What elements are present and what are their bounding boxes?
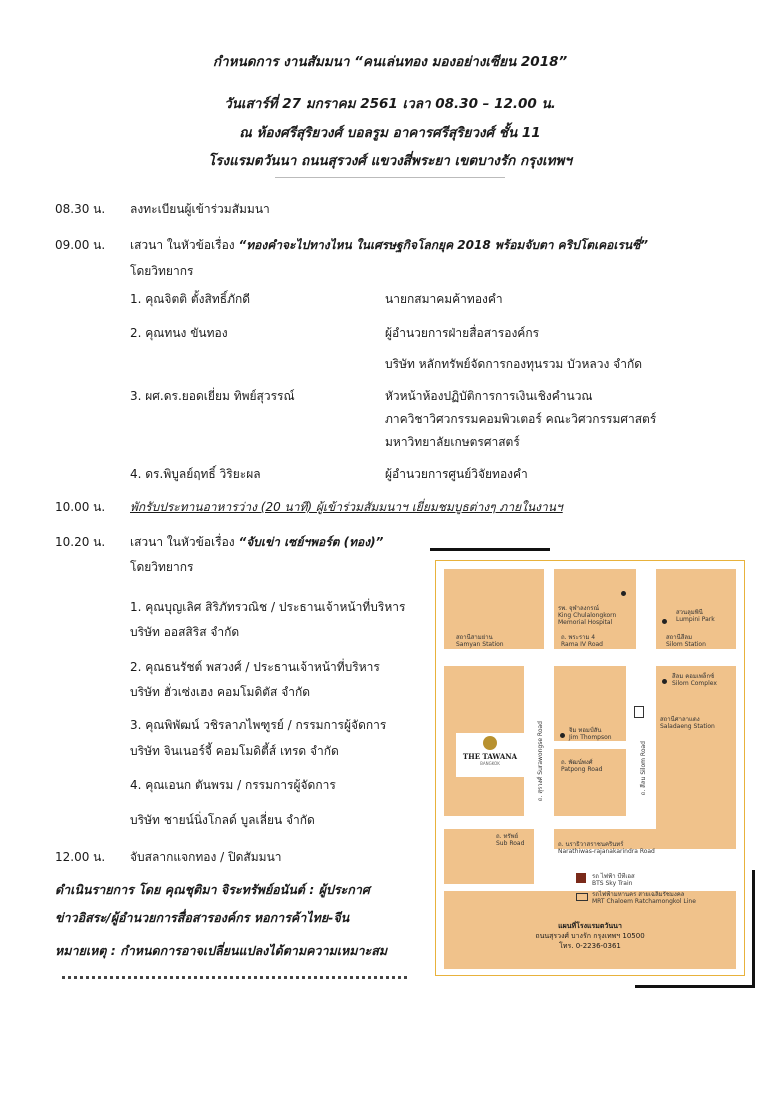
- speakers-heading: โดยวิทยากร: [130, 560, 194, 574]
- schedule-time: 10.20 น.: [55, 535, 106, 549]
- schedule-item: จับสลากแจกทอง / ปิดสัมมนา: [130, 850, 282, 864]
- panelist-company: บริษัท ชายน์นิ่งโกลด์ บูลเลี่ยน จำกัด: [130, 813, 315, 827]
- event-date: วันเสาร์ที่ 27 มกราคม 2561 เวลา 08.30 – 12.00 น.: [224, 96, 556, 112]
- panelist-line: 3. คุณพิพัฒน์ วชิรลาภไพฑูรย์ / กรรมการผู้จัดการ: [130, 718, 387, 732]
- speaker-role: นายกสมาคมค้าทองคำ: [385, 292, 503, 306]
- panelist-company: บริษัท ฮั่วเซ่งเฮง คอมโมดิตัส จำกัด: [130, 685, 311, 699]
- speakers-heading: โดยวิทยากร: [130, 264, 194, 278]
- sub-road-label: ถ. ทรัพย์ Sub Road: [496, 833, 525, 847]
- schedule-time: 08.30 น.: [55, 202, 106, 216]
- jim-thompson-marker: [560, 733, 565, 738]
- session-topic-line: [130, 236, 648, 255]
- remark-note: หมายเหตุ : กำหนดการอาจเปลี่ยนแปลงได้ตามความเหมาะสม: [55, 943, 388, 958]
- speaker-role: ผู้อำนวยการฝ่ายสื่อสารองค์กร: [385, 326, 540, 340]
- schedule-time: 12.00 น.: [55, 850, 106, 864]
- bts-legend-icon: [576, 873, 586, 883]
- moderator-line: ข่าวอิสระ/ผู้อำนวยการสื่อสารองค์กร หอการค้าไทย-จีน: [55, 910, 350, 925]
- session-topic-line: [130, 533, 383, 552]
- patpong-road-label: ถ. พัฒน์พงศ์ Patpong Road: [561, 759, 603, 773]
- event-room: ณ ห้องศรีสุริยวงศ์ บอลรูม อาคารศรีสุริยวงศ์ ชั้น 11: [239, 125, 541, 141]
- map-caption: แผนที่โรงแรมตวันนา ถนนสุรวงศ์ บางรัก กรุงเทพฯ 10500 โทร. 0-2236-0361: [535, 922, 645, 950]
- naradhiwas-road-label: ถ. นราธิวาสราชนครินทร์ Narathiwas-rajanakarindra Road: [558, 841, 655, 855]
- session-prefix: เสวนา ในหัวข้อเรื่อง: [130, 238, 235, 252]
- hospital-label: รพ. จุฬาลงกรณ์ King Chulalongkorn Memorial Hospital: [558, 605, 617, 626]
- speaker-name: 1. คุณจิตติ ตั้งสิทธิ์ภักดี: [130, 292, 251, 306]
- map-frame-bottom: [635, 985, 755, 988]
- sun-icon: [483, 736, 497, 750]
- rama4-road-label: ถ. พระราม 4 Rama IV Road: [561, 634, 603, 648]
- jim-thompson-label: จิม ทอมป์สัน Jim Thompson: [569, 727, 612, 741]
- asterisk-divider: [62, 976, 407, 985]
- session-prefix: เสวนา ในหัวข้อเรื่อง: [130, 535, 235, 549]
- silom-road-label: ถ. สีลม Silom Road: [640, 741, 647, 796]
- session-topic: “ทองคำจะไปทางไหน ในเศรษฐกิจโลกยุค 2018 พร้อมจับตา คริปโตเคอเรนซี่”: [238, 238, 648, 252]
- mrt-legend-label: รถไฟฟ้ามหานคร สายเฉลิมรัชมงคล MRT Chaloem Ratchamongkol Line: [592, 891, 696, 905]
- surawongse-road-label: ถ. สุรวงศ์ Surawongse Road: [537, 721, 544, 802]
- panelist-line: 2. คุณธนรัชต์ พสวงศ์ / ประธานเจ้าหน้าที่บริหาร: [130, 660, 380, 674]
- header-divider: [275, 177, 505, 178]
- hospital-marker: [621, 591, 626, 596]
- break-note: พักรับประทานอาหารว่าง (20 นาที) ผู้เข้าร่วมสัมมนาฯ เยี่ยมชมบูธต่างๆ ภายในงานฯ: [130, 500, 563, 514]
- event-venue: โรงแรมตวันนา ถนนสุรวงศ์ แขวงสี่พระยา เขตบางรัก กรุงเทพฯ: [207, 153, 572, 169]
- hotel-logo: THE TAWANA BANGKOK: [456, 733, 524, 777]
- silom-station-label: สถานีสีลม Silom Station: [666, 634, 706, 648]
- speaker-role: มหาวิทยาลัยเกษตรศาสตร์: [385, 435, 520, 449]
- lumpini-label: สวนลุมพินี Lumpini Park: [676, 609, 715, 623]
- speaker-role: หัวหน้าห้องปฏิบัติการการเงินเชิงคำนวณ: [385, 389, 593, 403]
- lumpini-marker: [662, 619, 667, 624]
- speaker-role: บริษัท หลักทรัพย์จัดการกองทุนรวม บัวหลวง จำกัด: [385, 357, 643, 371]
- page-title: กำหนดการ งานสัมมนา “คนเล่นทอง มองอย่างเซียน 2018”: [212, 54, 568, 70]
- speaker-name: 3. ผศ.ดร.ยอดเยี่ยม ทิพย์สุวรรณ์: [130, 389, 295, 403]
- map-frame-top: [430, 548, 550, 551]
- schedule-item: ลงทะเบียนผู้เข้าร่วมสัมมนา: [130, 202, 270, 216]
- speaker-role: ภาควิชาวิศวกรรมคอมพิวเตอร์ คณะวิศวกรรมศาสตร์: [385, 412, 657, 426]
- samyan-station-label: สถานีสามย่าน Samyan Station: [456, 634, 504, 648]
- panelist-line: 4. คุณเอนก ตันพรม / กรรมการผู้จัดการ: [130, 778, 336, 792]
- speaker-name: 2. คุณทนง ขันทอง: [130, 326, 228, 340]
- silom-complex-label: สีลม คอมเพล็กซ์ Silom Complex: [672, 673, 717, 687]
- saladaeng-station-label: สถานีศาลาแดง Saladaeng Station: [660, 716, 715, 730]
- schedule-time: 10.00 น.: [55, 500, 106, 514]
- speaker-name: 4. ดร.พิบูลย์ฤทธิ์ วิริยะผล: [130, 467, 261, 481]
- mrt-legend-icon: [576, 893, 588, 901]
- hotel-location-map: [435, 560, 745, 976]
- map-frame-right: [752, 870, 755, 988]
- session-topic: “จับเข่า เซย์ฯพอร์ต (ทอง)”: [238, 535, 384, 549]
- panelist-company: บริษัท จินเนอร์จี้ คอมโมดิตี้ส์ เทรด จำกัด: [130, 744, 339, 758]
- speaker-role: ผู้อำนวยการศูนย์วิจัยทองคำ: [385, 467, 528, 481]
- bts-legend-label: รถ ไฟฟ้า บีทีเอส BTS Sky Train: [592, 873, 635, 887]
- silom-complex-marker: [662, 679, 667, 684]
- panelist-company: บริษัท ออสสิริส จำกัด: [130, 625, 240, 639]
- schedule-time: 09.00 น.: [55, 238, 106, 252]
- panelist-line: 1. คุณบุญเลิศ สิริภัทรวณิช / ประธานเจ้าหน้าที่บริหาร: [130, 600, 406, 614]
- mrt-icon: [634, 706, 644, 718]
- moderator-line: ดำเนินรายการ โดย คุณชุติมา จิระทรัพย์อนันต์ : ผู้ประกาศ: [55, 882, 370, 897]
